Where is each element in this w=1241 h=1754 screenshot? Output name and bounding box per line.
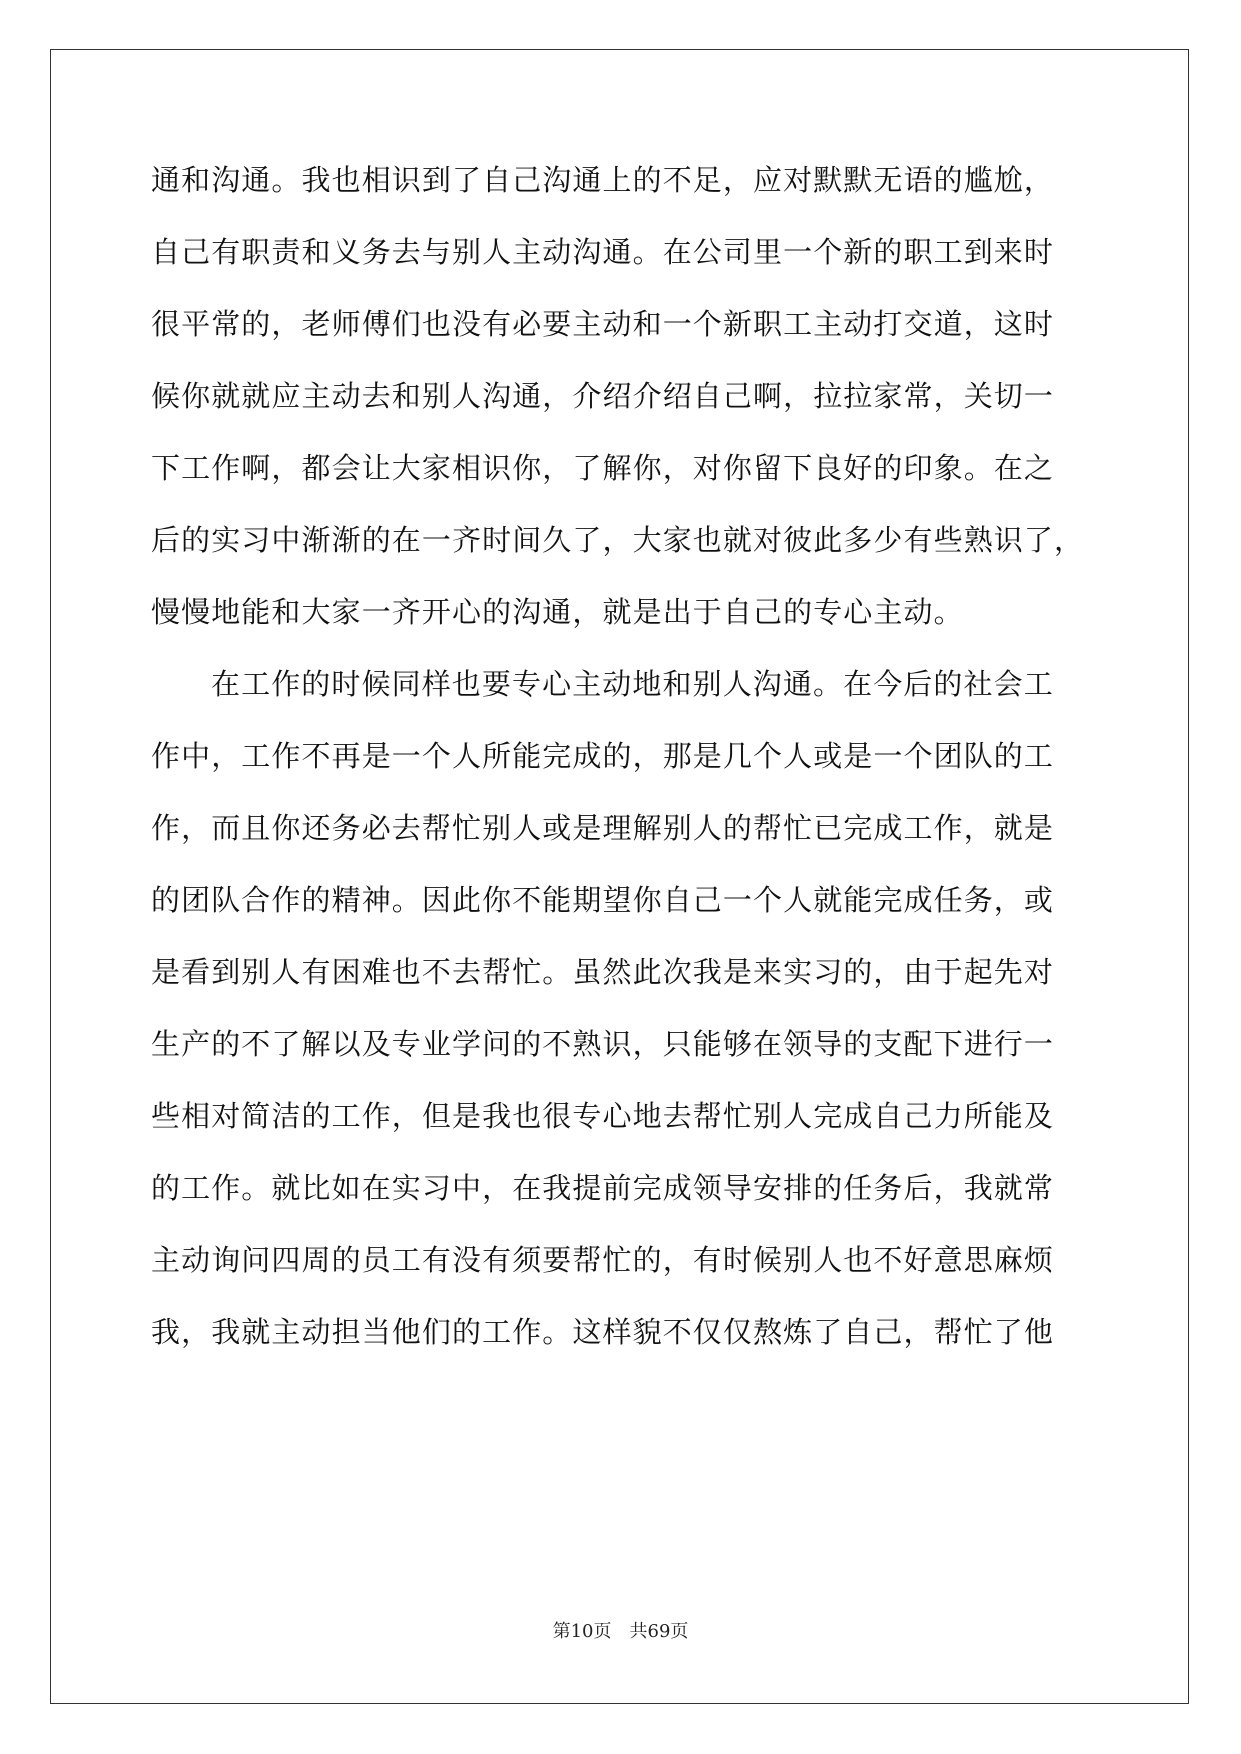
text-line: 生产的不了解以及专业学问的不熟识，只能够在领导的支配下进行一	[151, 1027, 1055, 1061]
text-line: 的团队合作的精神。因此你不能期望你自己一个人就能完成任务，或	[151, 883, 1055, 917]
page-number: 第10页	[552, 1621, 612, 1642]
page-border	[50, 49, 1189, 1704]
text-line: 作，而且你还务必去帮忙别人或是理解别人的帮忙已完成工作，就是	[151, 811, 1055, 845]
text-line: 通和沟通。我也相识到了自己沟通上的不足，应对默默无语的尴尬，	[151, 163, 1055, 197]
page-footer	[0, 1620, 1241, 1644]
page-total: 共69页	[629, 1621, 689, 1642]
text-line: 是看到别人有困难也不去帮忙。虽然此次我是来实习的，由于起先对	[151, 955, 1055, 989]
text-line: 候你就就应主动去和别人沟通，介绍介绍自己啊，拉拉家常，关切一	[151, 379, 1055, 413]
text-line: 后的实习中渐渐的在一齐时间久了，大家也就对彼此多少有些熟识了，	[151, 523, 1085, 557]
text-line: 我，我就主动担当他们的工作。这样貌不仅仅熬炼了自己，帮忙了他	[151, 1315, 1055, 1349]
paragraph-first-line: 在工作的时候同样也要专心主动地和别人沟通。在今后的社会工	[211, 667, 1054, 701]
text-line: 很平常的，老师傅们也没有必要主动和一个新职工主动打交道，这时	[151, 307, 1055, 341]
text-line: 的工作。就比如在实习中，在我提前完成领导安排的任务后，我就常	[151, 1171, 1055, 1205]
text-line: 自己有职责和义务去与别人主动沟通。在公司里一个新的职工到来时	[151, 235, 1055, 269]
text-line: 作中，工作不再是一个人所能完成的，那是几个人或是一个团队的工	[151, 739, 1055, 773]
text-line: 下工作啊，都会让大家相识你，了解你，对你留下良好的印象。在之	[151, 451, 1055, 485]
text-line: 慢慢地能和大家一齐开心的沟通，就是出于自己的专心主动。	[151, 595, 964, 629]
text-line: 些相对简洁的工作，但是我也很专心地去帮忙别人完成自己力所能及	[151, 1099, 1055, 1133]
text-line: 主动询问四周的员工有没有须要帮忙的，有时候别人也不好意思麻烦	[151, 1243, 1055, 1277]
